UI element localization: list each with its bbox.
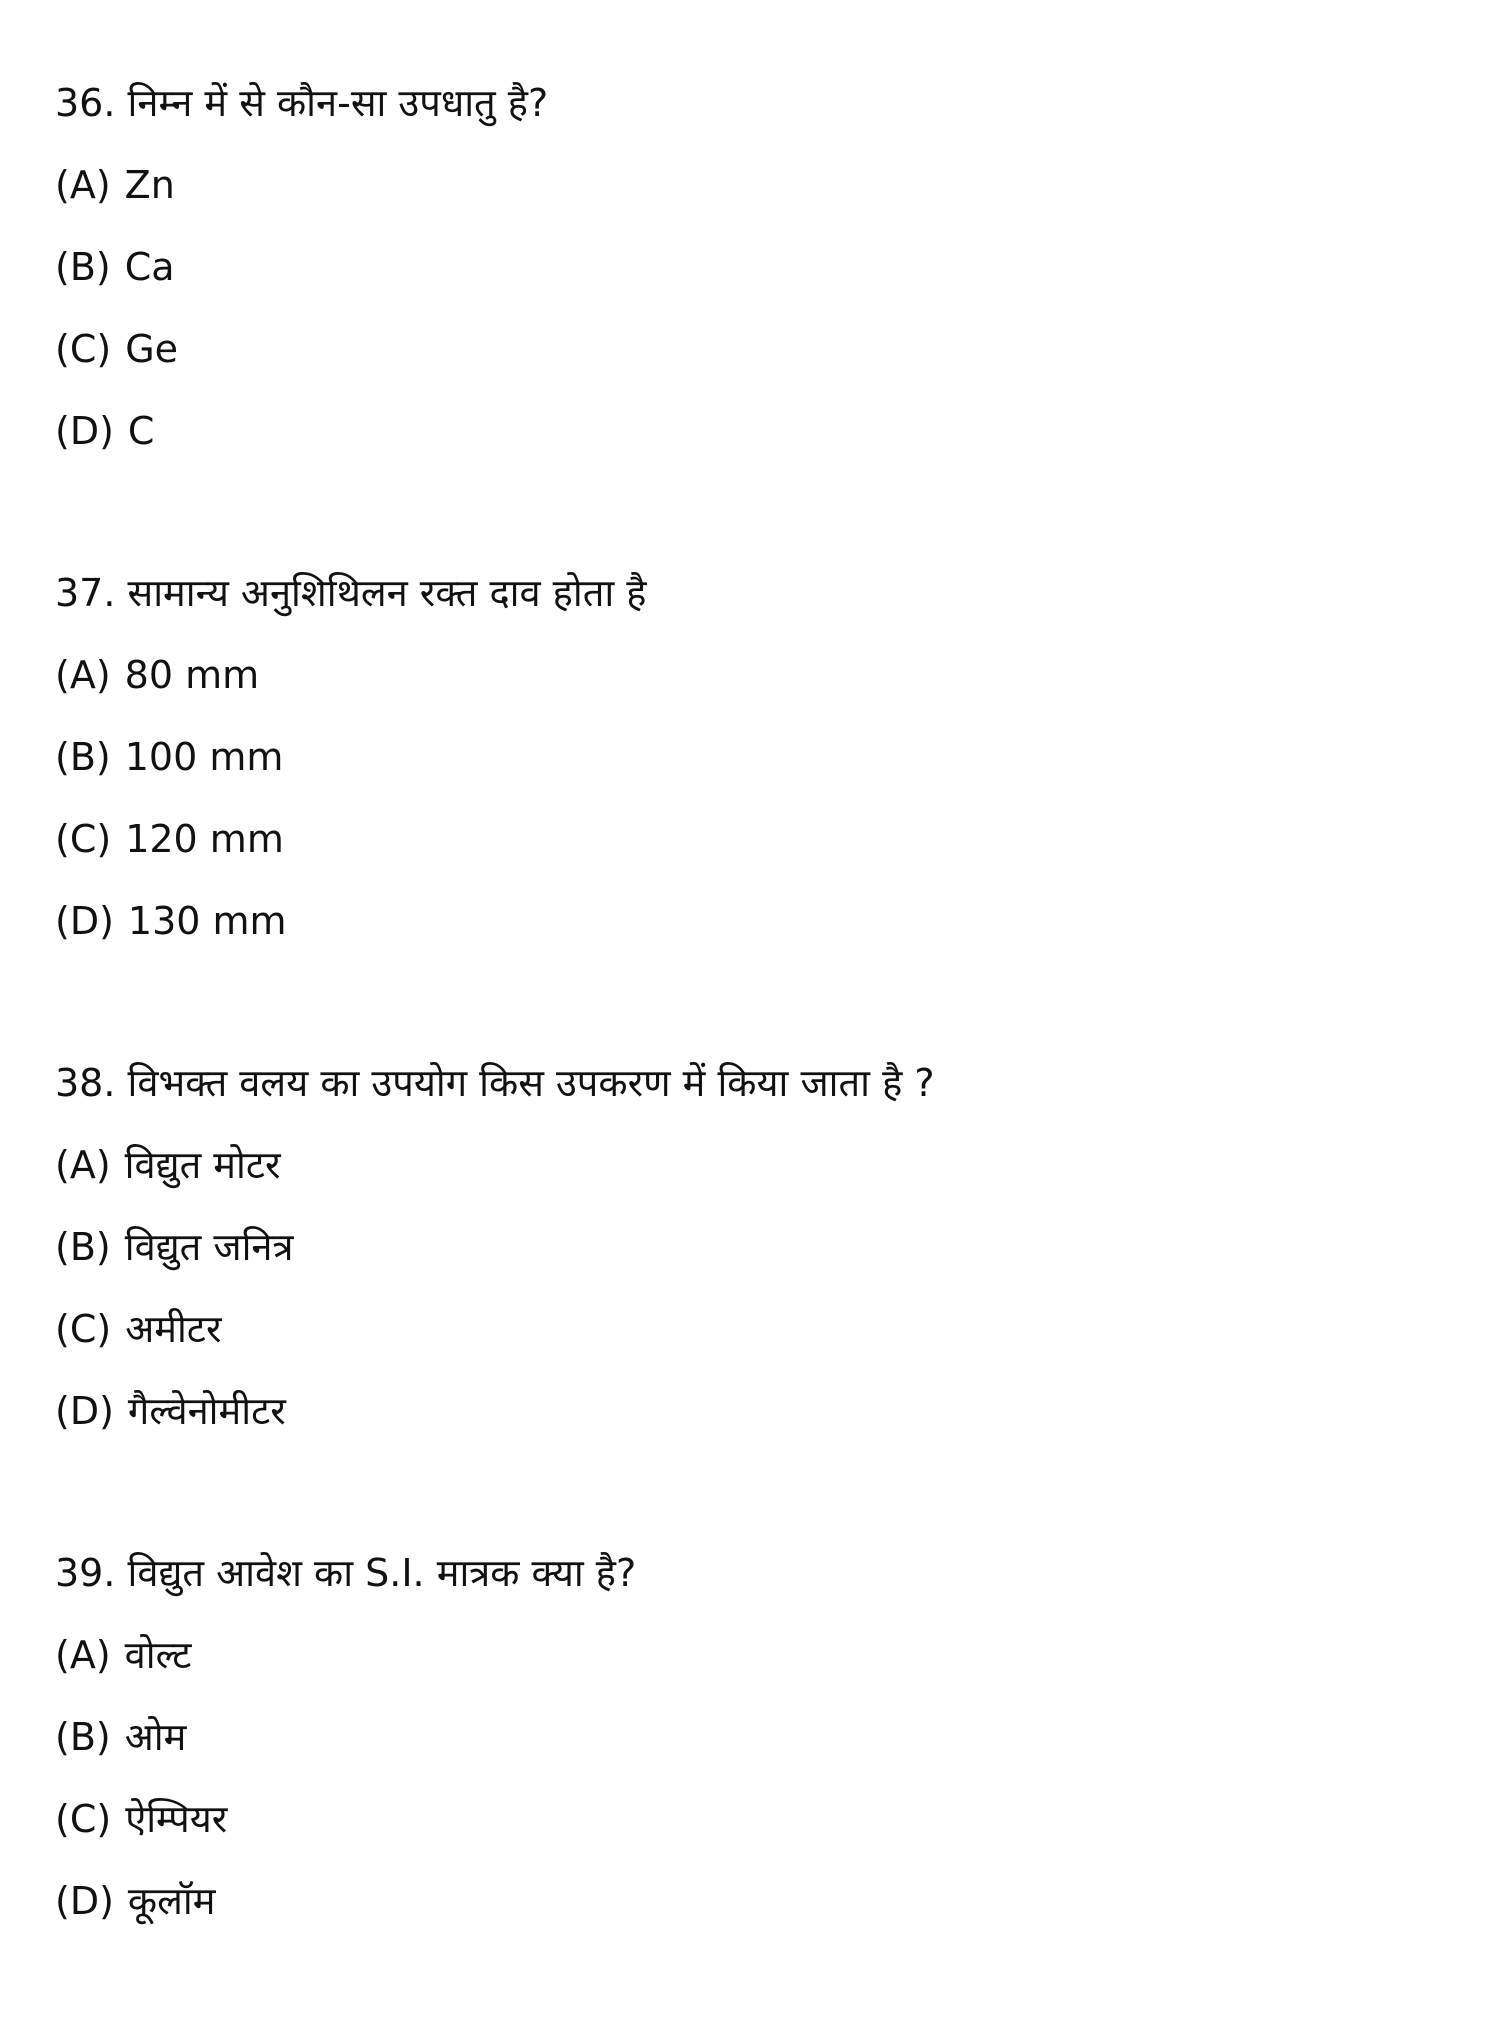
question-38: [55, 1042, 1505, 1452]
option-text: विद्युत जनित्र: [124, 1225, 294, 1269]
option-d: [55, 880, 1505, 962]
option-text: 130 mm: [127, 899, 287, 943]
option-label: (C): [55, 1797, 112, 1841]
options-list: [55, 1124, 1505, 1452]
question-36: [55, 62, 1505, 472]
options-list: [55, 634, 1505, 962]
option-text: ऐम्पियर: [125, 1797, 228, 1841]
options-list: [55, 1614, 1505, 1942]
option-a: [55, 634, 1505, 716]
option-label: (B): [55, 1715, 111, 1759]
option-label: (B): [55, 1225, 111, 1269]
option-d: [55, 1860, 1505, 1942]
option-label: (D): [55, 409, 114, 453]
option-b: [55, 226, 1505, 308]
option-label: (A): [55, 653, 111, 697]
option-a: [55, 144, 1505, 226]
option-c: [55, 308, 1505, 390]
question-text: 39. विद्युत आवेश का S.I. मात्रक क्या है?: [55, 1551, 637, 1595]
option-label: (C): [55, 327, 112, 371]
option-c: [55, 1778, 1505, 1860]
option-text: गैल्वेनोमीटर: [127, 1389, 286, 1433]
option-b: [55, 716, 1505, 798]
option-text: 100 mm: [124, 735, 284, 779]
option-label: (D): [55, 1879, 114, 1923]
option-text: Ca: [124, 245, 175, 289]
option-text: विद्युत मोटर: [124, 1143, 281, 1187]
option-label: (D): [55, 1389, 114, 1433]
option-b: [55, 1206, 1505, 1288]
option-d: [55, 390, 1505, 472]
option-c: [55, 1288, 1505, 1370]
option-label: (A): [55, 1143, 111, 1187]
option-text: अमीटर: [125, 1307, 222, 1351]
option-label: (C): [55, 817, 112, 861]
option-label: (A): [55, 1633, 111, 1677]
options-list: [55, 144, 1505, 472]
question-text: 37. सामान्य अनुशिथिलन रक्त दाव होता है: [55, 571, 647, 615]
option-text: C: [127, 409, 155, 453]
question-text: 38. विभक्त वलय का उपयोग किस उपकरण में किया जाता है ?: [55, 1061, 935, 1105]
option-a: [55, 1614, 1505, 1696]
option-label: (B): [55, 245, 111, 289]
option-d: [55, 1370, 1505, 1452]
option-text: Ge: [125, 327, 179, 371]
option-a: [55, 1124, 1505, 1206]
option-text: Zn: [124, 163, 175, 207]
option-text: वोल्ट: [124, 1633, 192, 1677]
option-text: कूलॉम: [127, 1879, 216, 1923]
question-39: [55, 1532, 1505, 1942]
option-text: ओम: [124, 1715, 187, 1759]
option-c: [55, 798, 1505, 880]
option-label: (A): [55, 163, 111, 207]
option-text: 80 mm: [124, 653, 260, 697]
option-label: (B): [55, 735, 111, 779]
option-b: [55, 1696, 1505, 1778]
option-label: (D): [55, 899, 114, 943]
option-label: (C): [55, 1307, 112, 1351]
option-text: 120 mm: [125, 817, 284, 861]
question-text: 36. निम्न में से कौन-सा उपधातु है?: [55, 81, 549, 125]
question-37: [55, 552, 1505, 962]
